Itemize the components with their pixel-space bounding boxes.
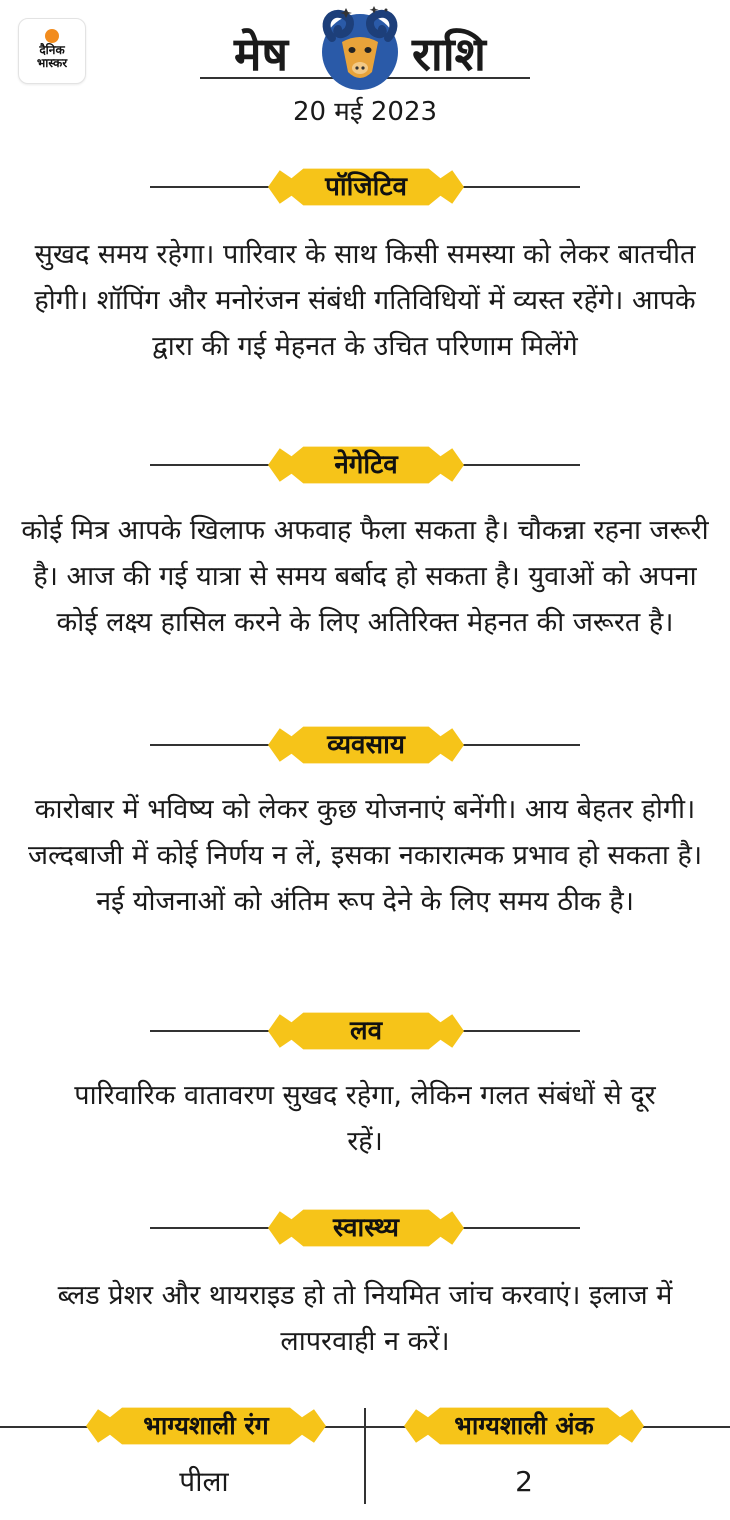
section-text-health: ब्लड प्रेशर और थायराइड हो तो नियमित जांच करवाएं। इलाज में लापरवाही न करें। [57,1280,673,1357]
brand-name-line2: भास्कर [36,56,68,70]
rashi-label: राशि [412,27,486,81]
section-title: स्वास्थ्य [332,1213,399,1243]
section-title: व्यवसाय [327,730,405,760]
section-text-positive: सुखद समय रहेगा। पारिवार के साथ किसी समस्या को लेकर बातचीत होगी। शॉपिंग और मनोरंजन संबंधी गतिविधियों में व्यस्त रहेंगे। आपके द्वारा की गई मेहनत के उचित परिणाम मिलेंगे [34,239,696,362]
section-title: लव [349,1016,383,1046]
lucky-color-value: पीला [179,1465,229,1498]
section-header-positive [0,167,730,207]
sign-name: मेष [234,27,289,81]
lucky-color-label: भाग्यशाली रंग [143,1411,269,1440]
section-text-love: पारिवारिक वातावरण सुखद रहेगा, लेकिन गलत संबंधों से दूर रहें। [74,1080,656,1157]
date: 20 मई 2023 [292,97,438,127]
logo-dot-icon [45,29,59,43]
brand-logo [18,18,86,84]
section-header-love [0,1011,730,1051]
ram-icon [312,2,408,92]
section-text-business: कारोबार में भविष्य को लेकर कुछ योजनाएं बनेंगी। आय बेहतर होगी। जल्दबाजी में कोई निर्णय न लें, इसका नकारात्मक प्रभाव हो सकता है। नई योजनाओं को अंतिम रूप देने के लिए समय ठीक है। [27,794,703,917]
brand-name-line1: दैनिक [39,43,65,57]
section-header-business [0,725,730,765]
section-title: नेगेटिव [334,450,398,480]
lucky-number-value: 2 [515,1465,533,1498]
section-header-negative [0,445,730,485]
section-text-negative: कोई मित्र आपके खिलाफ अफवाह फैला सकता है। चौकन्ना रहना जरूरी है। आज की गई यात्रा से समय बर्बाद हो सकता है। युवाओं को अपना कोई लक्ष्य हासिल करने के लिए अतिरिक्त मेहनत की जरूरत है। [21,515,709,638]
section-header-health [0,1208,730,1248]
section-title: पॉजिटिव [325,172,407,202]
lucky-number-label: भाग्यशाली अंक [454,1411,594,1440]
